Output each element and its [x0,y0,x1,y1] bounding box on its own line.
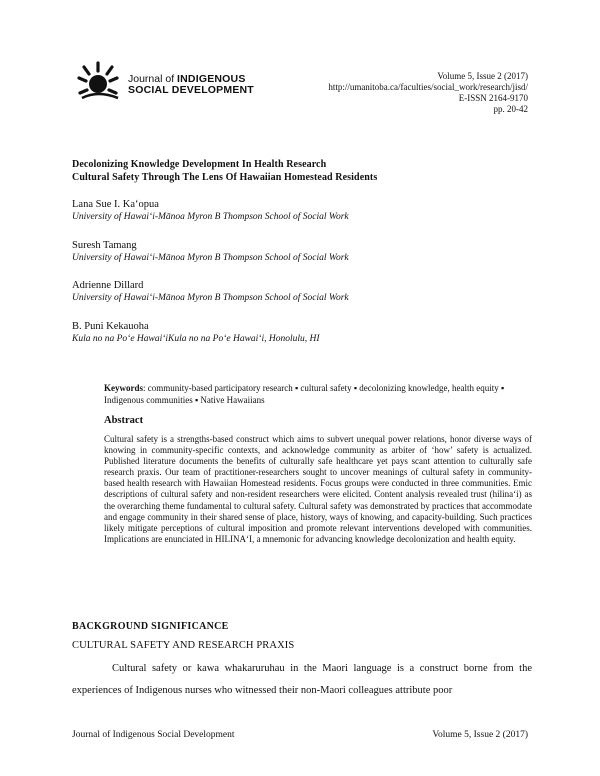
author-name: Lana Sue I. Ka‘opua [72,199,159,210]
section-heading: BACKGROUND SIGNIFICANCE [72,621,229,632]
issn: E-ISSN 2164-9170 [458,93,528,103]
header-meta [328,71,528,115]
author-affiliation: University of Hawai‘i-Mānoa Myron B Thompson School of Social Work [72,253,349,263]
sun-logo-icon [76,60,126,104]
article-title [72,158,377,184]
subsection-heading: CULTURAL SAFETY AND RESEARCH PRAXIS [72,640,295,651]
page-range: pp. 20-42 [493,104,528,114]
author-affiliation: University of Hawai‘i-Mānoa Myron B Thompson School of Social Work [72,293,349,303]
journal-logo [76,60,256,104]
journal-url[interactable]: http://umanitoba.ca/faculties/social_work/research/jisd/ [328,82,528,92]
logo-journal-bold: INDIGENOUS [177,73,246,85]
author-affiliation: University of Hawai‘i-Mānoa Myron B Thompson School of Social Work [72,212,349,222]
abstract-heading: Abstract [104,415,144,426]
keywords [104,382,534,406]
title-line1: Decolonizing Knowledge Development In Health Research [72,159,327,170]
volume-info: Volume 5, Issue 2 (2017) [437,71,528,81]
logo-journal-prefix: Journal of [128,73,178,85]
author-1 [72,199,349,223]
body-paragraph: Cultural safety or kawa whakaruruhau in the Maori language is a construct borne from the experiences of Indigenous nurses who witnessed their non-Maori colleagues attribute poor [72,663,532,696]
author-name: B. Puni Kekauoha [72,321,149,332]
footer-volume: Volume 5, Issue 2 (2017) [432,730,528,740]
keywords-label: Keywords [104,383,143,393]
abstract-text: Cultural safety is a strengths-based construct which aims to subvert unequal power relations, honor diverse ways of knowing in community-specific contexts, and acknowledge community as arbiter of ‘how’ safety is actualized. Published literature documents the benefits of culturally safe healthcare yet pays scant attention to culturally safe research praxis. Our team of practitioner-researchers sought to uncover meanings of cultural safety in community-based health research with Hawaiian Homestead residents. Focus groups were conducted in three communities. Emic descriptions of cultural safety and non-resident researchers were elicited. Content analysis revealed trust (hilina‘i) as the overarching theme fundamental to cultural safety. Cultural safety was demonstrated by practices that accommodate and engage community in their shared sense of place, history, ways of knowing, and capacity-building. Such practices likely mitigate perceptions of cultural imposition and promote relevant interventions developed with communities. Implications are enunciated in HILINA‘I, a mnemonic for advancing knowledge decolonization and health equity. [104,434,533,544]
title-line2: Cultural Safety Through The Lens Of Hawaiian Homestead Residents [72,172,378,183]
footer-journal: Journal of Indigenous Social Development [72,730,235,740]
author-name: Suresh Tamang [72,240,137,251]
author-name: Adrienne Dillard [72,280,144,291]
author-3 [72,280,349,304]
author-2 [72,240,349,264]
keywords-text: : community-based participatory research ▪ cultural safety ▪ decolonizing knowledge, health equity ▪ Indigenous communities ▪ Native Hawaiians [104,383,505,405]
logo-journal-line2: SOCIAL DEVELOPMENT [128,84,254,96]
logo-text [128,74,254,96]
author-affiliation: Kula no na Po‘e Hawai‘iKula no na Po‘e Hawai‘i, Honolulu, HI [72,334,320,344]
author-4 [72,321,320,345]
